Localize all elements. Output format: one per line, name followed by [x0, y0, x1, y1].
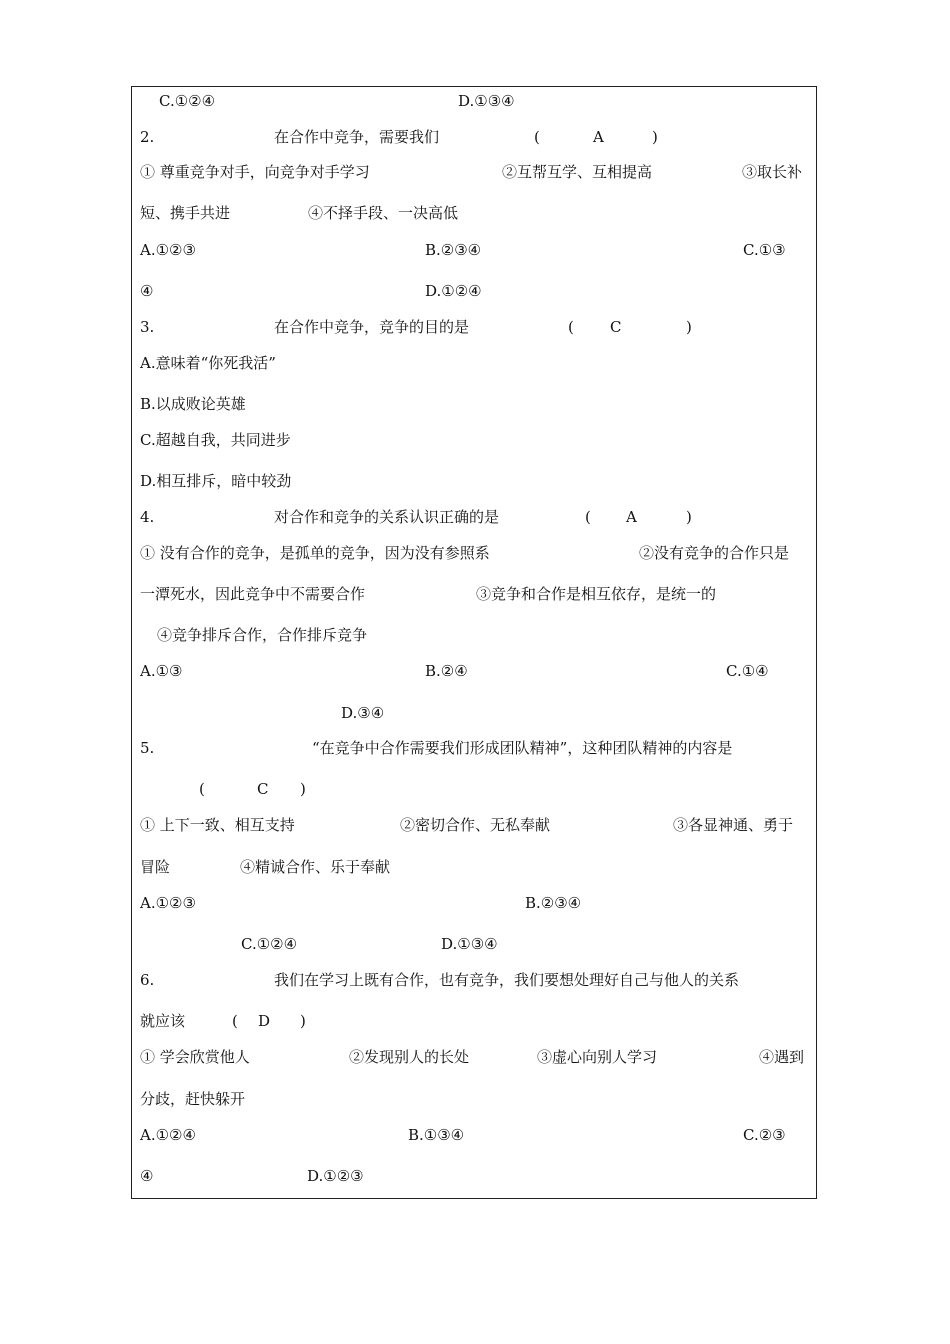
q2-item-3: ③取长补	[742, 163, 803, 181]
q6-item-4: ④遇到	[759, 1048, 805, 1066]
q4-option-b: B.②④	[425, 662, 468, 680]
q4-item-1: ① 没有合作的竞争，是孤单的竞争，因为没有参照系	[140, 544, 490, 562]
q5-option-b: B.②③④	[525, 894, 582, 912]
q5-option-c: C.①②④	[241, 935, 298, 953]
q3-paren-open: (	[568, 318, 574, 336]
q4-number: 4.	[140, 508, 155, 526]
q4-paren-open: (	[585, 508, 591, 526]
q6-option-c: C.②③	[743, 1126, 786, 1144]
q6-item-1: ① 学会欣赏他人	[140, 1048, 250, 1066]
q6-item-4-cont: 分歧，赶快躲开	[140, 1090, 246, 1108]
q6-option-b: B.①③④	[408, 1126, 465, 1144]
q5-number: 5.	[140, 739, 155, 757]
q5-option-a: A.①②③	[140, 894, 196, 912]
q2-paren-open: (	[534, 128, 540, 146]
q1-option-c: C.①②④	[159, 92, 216, 110]
q6-answer: D	[258, 1012, 271, 1030]
q4-option-c: C.①④	[726, 662, 769, 680]
q2-paren-close: )	[652, 128, 658, 146]
q2-item-1: ① 尊重竞争对手，向竞争对手学习	[140, 163, 370, 181]
q6-option-c-cont: ④	[140, 1167, 154, 1185]
q5-option-d: D.①③④	[441, 935, 498, 953]
q5-item-2: ②密切合作、无私奉献	[400, 816, 551, 834]
q2-option-c: C.①③	[743, 241, 786, 259]
q2-option-c-cont: ④	[140, 282, 154, 300]
q2-option-d: D.①②④	[425, 282, 482, 300]
q2-answer: A	[593, 128, 604, 146]
q4-answer: A	[626, 508, 637, 526]
q6-item-3: ③虚心向别人学习	[537, 1048, 658, 1066]
q4-option-a: A.①③	[140, 662, 183, 680]
q6-option-a: A.①②④	[140, 1126, 196, 1144]
q1-option-d: D.①③④	[458, 92, 515, 110]
q2-number: 2.	[140, 128, 155, 146]
q4-item-4: ④竞争排斥合作，合作排斥竞争	[157, 626, 368, 644]
q3-answer: C	[610, 318, 622, 336]
q5-item-3-cont: 冒险	[140, 858, 171, 876]
q6-item-2: ②发现别人的长处	[349, 1048, 470, 1066]
q6-stem: 我们在学习上既有合作，也有竞争，我们要想处理好自己与他人的关系	[274, 971, 740, 989]
q6-stem-cont: 就应该	[140, 1012, 186, 1030]
q2-option-a: A.①②③	[140, 241, 196, 259]
q5-paren-close: )	[300, 780, 306, 798]
q5-paren-open: (	[199, 780, 205, 798]
q2-item-2: ②互帮互学、互相提高	[502, 163, 653, 181]
q3-option-c: C.超越自我，共同进步	[140, 431, 291, 449]
q4-paren-close: )	[686, 508, 692, 526]
q5-answer: C	[257, 780, 269, 798]
q6-option-d: D.①②③	[307, 1167, 364, 1185]
q5-stem: “在竞争中合作需要我们形成团队精神”，这种团队精神的内容是	[312, 739, 733, 757]
q2-stem: 在合作中竞争，需要我们	[274, 128, 440, 146]
q4-item-2-cont: 一潭死水，因此竞争中不需要合作	[140, 585, 366, 603]
q6-paren-open: (	[232, 1012, 238, 1030]
q4-item-2: ②没有竞争的合作只是	[639, 544, 790, 562]
q3-paren-close: )	[686, 318, 692, 336]
q3-option-d: D.相互排斥，暗中较劲	[140, 472, 292, 490]
q5-item-4: ④精诚合作、乐于奉献	[240, 858, 391, 876]
q4-option-d: D.③④	[341, 704, 385, 722]
q6-number: 6.	[140, 971, 155, 989]
q2-option-b: B.②③④	[425, 241, 482, 259]
q2-item-3-cont: 短、携手共进	[140, 204, 231, 222]
q4-stem: 对合作和竞争的关系认识正确的是	[274, 508, 500, 526]
q5-item-3: ③各显神通、勇于	[673, 816, 794, 834]
q3-number: 3.	[140, 318, 155, 336]
q3-option-a: A.意味着“你死我活”	[140, 354, 276, 372]
q3-option-b: B.以成败论英雄	[140, 395, 246, 413]
q6-paren-close: )	[300, 1012, 306, 1030]
q2-item-4: ④不择手段、一决高低	[308, 204, 459, 222]
q3-stem: 在合作中竞争，竞争的目的是	[274, 318, 470, 336]
q5-item-1: ① 上下一致、相互支持	[140, 816, 295, 834]
q4-item-3: ③竞争和合作是相互依存，是统一的	[476, 585, 717, 603]
